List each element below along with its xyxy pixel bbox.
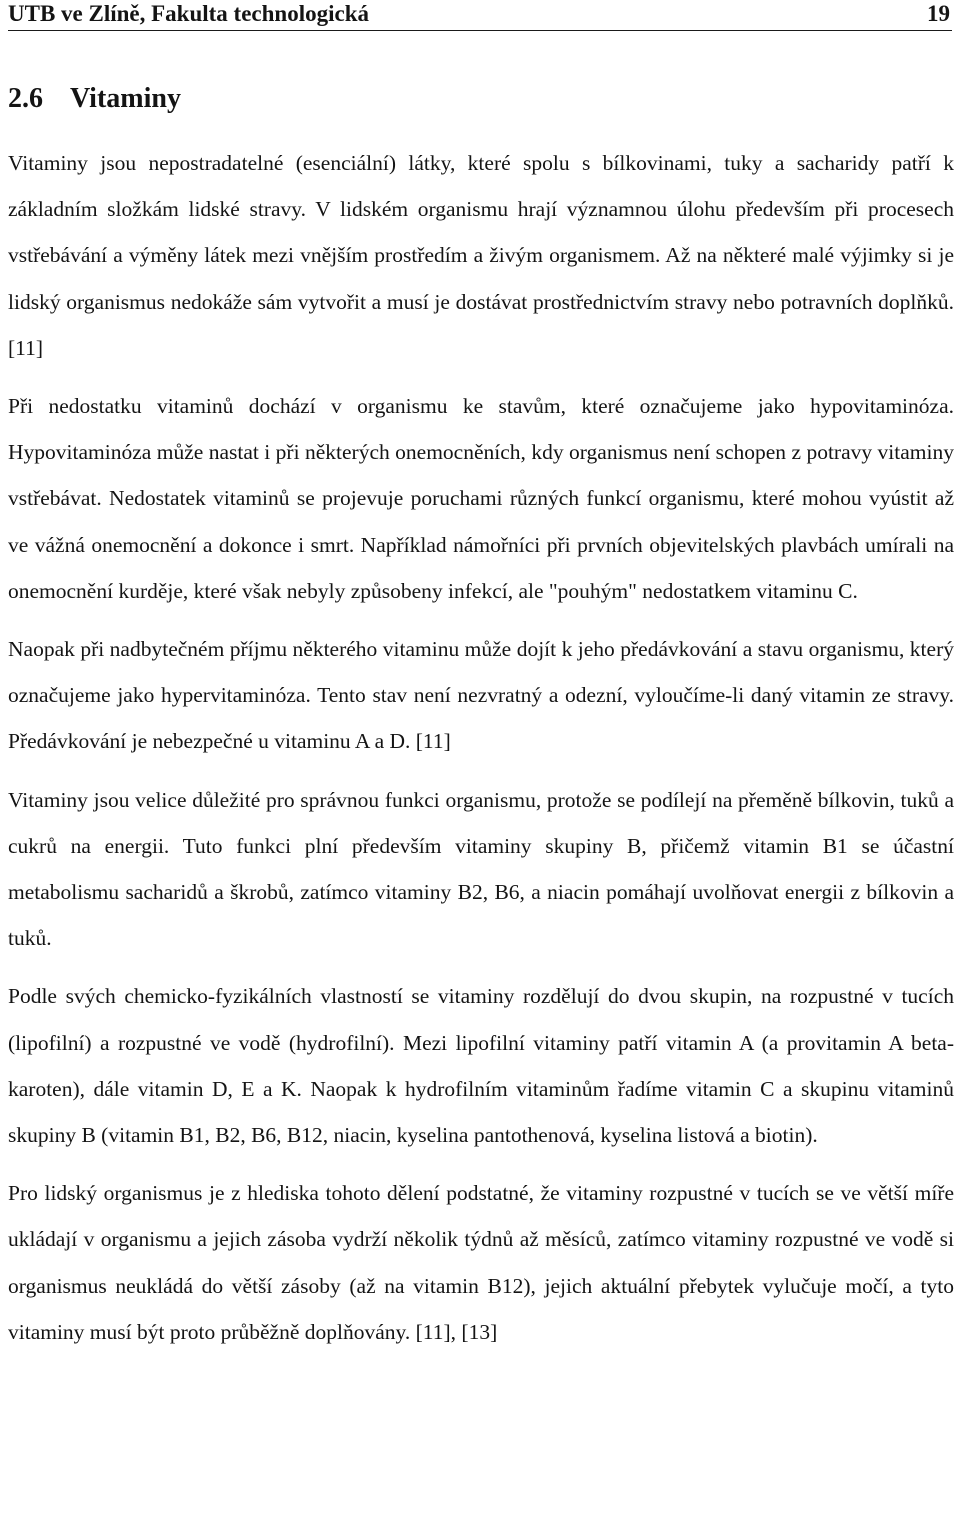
page-number: 19 — [927, 1, 950, 26]
paragraph: Naopak při nadbytečném příjmu některého vitaminu může dojít k jeho předávkování a stavu organismu, který označujeme jako hypervitaminóza. Tento stav není nezvratný a odezní, vyloučíme-li daný vitamin ze stravy. Předávkování je nebezpečné u vitaminu A a D. [11] — [8, 637, 954, 754]
paragraph: Vitaminy jsou velice důležité pro správnou funkci organismu, protože se podílejí na přeměně bílkovin, tuků a cukrů na energii. Tuto funkci plní především vitaminy skupiny B, přičemž vitamin B1 se účastní metabolismu sacharidů a škrobů, zatímco vitaminy B2, B6, a niacin pomáhají uvolňovat energii z bílkovin a tuků. — [8, 787, 954, 951]
section-title: Vitaminy — [70, 83, 181, 114]
section-number: 2.6 — [8, 83, 43, 114]
paragraph: Pro lidský organismus je z hlediska tohoto dělení podstatné, že vitaminy rozpustné v tucích se ve větší míře ukládají v organismu a jejich zásoba vydrží několik týdnů až měsíců, zatímco vitaminy rozpustné ve vodě si organismus neukládá do větší zásoby (až na vitamin B12), jejich aktuální přebytek vylučuje močí, a tyto vitaminy musí být proto průběžně doplňovány. [11], [13] — [8, 1181, 954, 1344]
paragraph: Při nedostatku vitaminů dochází v organismu ke stavům, které označujeme jako hypovitaminóza. Hypovitaminóza může nastat i při některých onemocněních, kdy organismus není schopen z potravy vitaminy vstřebávat. Nedostatek vitaminů se projevuje poruchami různých funkcí organismu, které mohou vyústit až ve vážná onemocnění a dokonce i smrt. Například námořníci při prvních objevitelských plavbách umírali na onemocnění kurděje, které však nebyly způsobeny infekcí, ale "pouhým" nedostatkem vitaminu C. — [8, 394, 954, 603]
section-heading — [8, 82, 181, 116]
header-title: UTB ve Zlíně, Fakulta technologická — [8, 1, 369, 26]
body-text — [8, 140, 954, 1355]
paragraph: Podle svých chemicko-fyzikálních vlastností se vitaminy rozdělují do dvou skupin, na rozpustné v tucích (lipofilní) a rozpustné ve vodě (hydrofilní). Mezi lipofilní vitaminy patří vitamin A (a provitamin A beta-karoten), dále vitamin D, E a K. Naopak k hydrofilním vitaminům řadíme vitamin C a skupinu vitaminů skupiny B (vitamin B1, B2, B6, B12, niacin, kyselina pantothenová, kyselina listová a biotin). — [8, 984, 954, 1148]
paragraph: Vitaminy jsou nepostradatelné (esenciální) látky, které spolu s bílkovinami, tuky a sacharidy patří k základním složkám lidské stravy. V lidském organismu hrají významnou úlohu především při procesech vstřebávání a výměny látek mezi vnějším prostředím a živým organismem. Až na některé malé výjimky si je lidský organismus nedokáže sám vytvořit a musí je dostávat prostřednictvím stravy nebo potravních doplňků. [11] — [8, 151, 954, 360]
page-header — [8, 0, 952, 31]
